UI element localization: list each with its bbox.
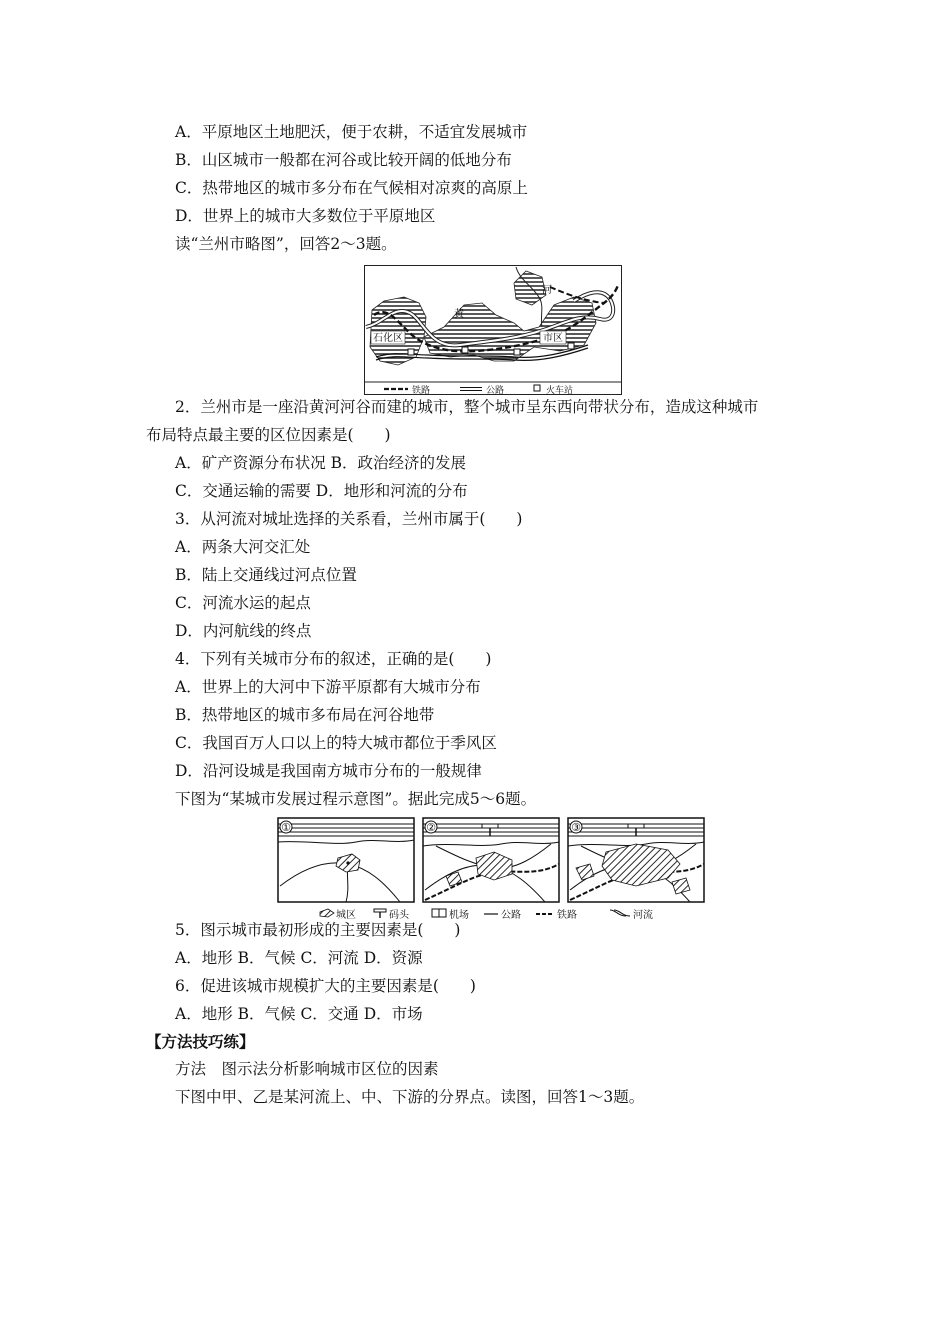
q1-option-b: B．山区城市一般都在河谷或比较开阔的低地分布 — [175, 151, 512, 169]
q2-options-line-2: C．交通运输的需要 D．地形和河流的分布 — [175, 482, 468, 500]
legend-dock-symbol — [374, 909, 386, 912]
q5-stem: 5．图示城市最初形成的主要因素是( ) — [175, 921, 461, 939]
q3-option-d: D．内河航线的终点 — [175, 622, 312, 640]
q4-option-d: D．沿河设城是我国南方城市分布的一般规律 — [175, 762, 482, 780]
legend-road-label-2: 公路 — [501, 910, 521, 921]
lanzhou-map — [364, 265, 622, 395]
q4-option-b: B．热带地区的城市多布局在河谷地带 — [175, 706, 435, 724]
q3-option-b: B．陆上交通线过河点位置 — [175, 566, 357, 584]
q1-option-c: C．热带地区的城市多分布在气候相对凉爽的高原上 — [175, 179, 528, 197]
q4-option-c: C．我国百万人口以上的特大城市都位于季风区 — [175, 734, 497, 752]
panel-3 — [568, 818, 704, 902]
q5-options: A．地形 B．气候 C．河流 D．资源 — [175, 949, 423, 967]
map-label-district-2: 市区 — [543, 333, 563, 344]
map-label-river-1: 河 — [542, 285, 552, 296]
legend-station-label: 火车站 — [546, 386, 574, 395]
q3-stem: 3．从河流对城址选择的关系看，兰州市属于( ) — [175, 510, 523, 528]
panel-2 — [423, 818, 559, 902]
panel-1-label: ① — [281, 821, 291, 834]
legend-railway-label: 铁路 — [412, 386, 431, 395]
station-2 — [462, 347, 468, 353]
q2-options-line-1: A．矿产资源分布状况 B．政治经济的发展 — [175, 454, 467, 472]
intro-5-6: 下图为“某城市发展过程示意图”。据此完成5～6题。 — [175, 790, 537, 808]
intro-2-3: 读“兰州市略图”，回答2～3题。 — [175, 235, 397, 253]
legend-station-symbol — [534, 385, 540, 391]
station-4 — [568, 343, 574, 349]
panel-3-dock — [628, 824, 644, 828]
q2-stem-line-1: 2．兰州市是一座沿黄河河谷而建的城市，整个城市呈东西向带状分布，造成这种城市 — [175, 398, 759, 416]
section-heading: 【方法技巧练】 — [146, 1032, 255, 1051]
q6-options: A．地形 B．气候 C．交通 D．市场 — [175, 1005, 423, 1023]
legend-dock-label: 码头 — [389, 910, 409, 921]
station-3 — [514, 349, 520, 355]
panel-3-label: ③ — [571, 821, 581, 834]
q1-option-a: A．平原地区土地肥沃，便于农耕，不适宜发展城市 — [175, 123, 528, 141]
panel-2-label: ② — [426, 821, 436, 834]
q4-stem: 4．下列有关城市分布的叙述，正确的是( ) — [175, 650, 492, 668]
city-development-figure — [276, 816, 706, 924]
legend-airport-label: 机场 — [449, 910, 469, 921]
last-instruction: 下图中甲、乙是某河流上、中、下游的分界点。读图，回答1～3题。 — [175, 1088, 645, 1106]
q3-option-c: C．河流水运的起点 — [175, 594, 311, 612]
q3-option-a: A．两条大河交汇处 — [175, 538, 311, 556]
map-label-river-2: 黄 — [454, 309, 464, 320]
panel-1 — [278, 818, 414, 902]
q1-option-d: D．世界上的城市大多数位于平原地区 — [175, 207, 436, 225]
q6-stem: 6．促进该城市规模扩大的主要因素是( ) — [175, 977, 476, 995]
legend-road-label: 公路 — [486, 386, 505, 395]
q4-option-a: A．世界上的大河中下游平原都有大城市分布 — [175, 678, 481, 696]
map-label-district-1: 石化区 — [373, 333, 403, 344]
q2-stem-line-2: 布局特点最主要的区位因素是( ) — [146, 426, 391, 444]
legend-city-label: 城区 — [336, 910, 356, 921]
station-1 — [408, 349, 414, 355]
legend-city-symbol — [320, 909, 334, 917]
panel-2-dock — [482, 824, 498, 828]
legend-river-label: 河流 — [633, 910, 653, 921]
method-line: 方法 图示法分析影响城市区位的因素 — [175, 1060, 439, 1078]
legend-railway-label-2: 铁路 — [557, 910, 577, 921]
